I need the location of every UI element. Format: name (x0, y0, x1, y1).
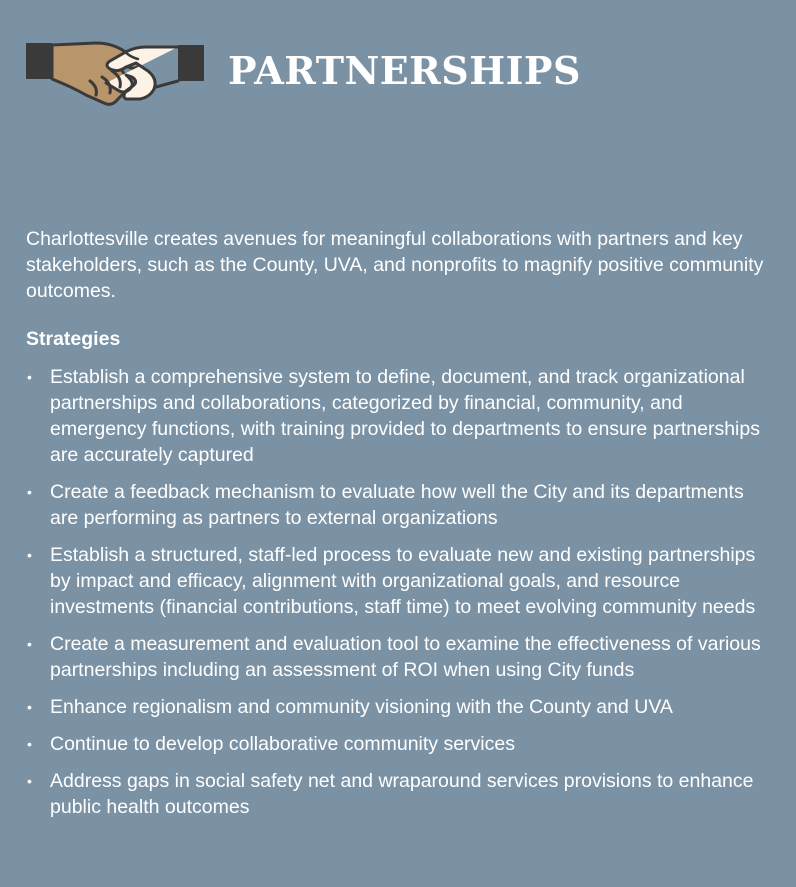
strategy-text: Enhance regionalism and community visioning with the County and UVA (50, 696, 673, 718)
page-title: PARTNERSHIPS (228, 47, 581, 93)
list-item (26, 364, 766, 468)
strategy-list (26, 364, 766, 831)
section-header (26, 38, 581, 108)
bullet-icon: • (27, 547, 32, 563)
bullet-icon: • (27, 636, 32, 652)
list-item (26, 694, 766, 720)
strategies-heading: Strategies (26, 328, 121, 350)
bullet-icon: • (27, 484, 32, 500)
strategy-text: Create a feedback mechanism to evaluate how well the City and its departments are performing as partners to external organizations (50, 481, 744, 529)
list-item (26, 542, 766, 620)
list-item (26, 731, 766, 757)
handshake-icon (26, 37, 206, 109)
list-item (26, 768, 766, 820)
intro-paragraph: Charlottesville creates avenues for meaningful collaborations with partners and key stakeholders, such as the County, UVA, and nonprofits to magnify positive community outcomes. (26, 228, 764, 302)
list-item (26, 631, 766, 683)
strategy-text: Create a measurement and evaluation tool to examine the effectiveness of various partnerships including an assessment of ROI when using City funds (50, 633, 761, 681)
strategy-text: Establish a structured, staff-led process to evaluate new and existing partnerships by impact and efficacy, alignment with organizational goals, and resource investments (financial contributions, staff time) to meet evolving community needs (50, 544, 756, 618)
bullet-icon: • (27, 736, 32, 752)
strategy-text: Continue to develop collaborative community services (50, 733, 515, 755)
bullet-icon: • (27, 699, 32, 715)
bullet-icon: • (27, 369, 32, 385)
strategy-text: Address gaps in social safety net and wraparound services provisions to enhance public health outcomes (50, 770, 754, 818)
bullet-icon: • (27, 773, 32, 789)
strategy-text: Establish a comprehensive system to define, document, and track organizational partnerships and collaborations, categorized by financial, community, and emergency functions, with training provided to departments to ensure partnerships are accurately captured (50, 366, 760, 466)
list-item (26, 479, 766, 531)
